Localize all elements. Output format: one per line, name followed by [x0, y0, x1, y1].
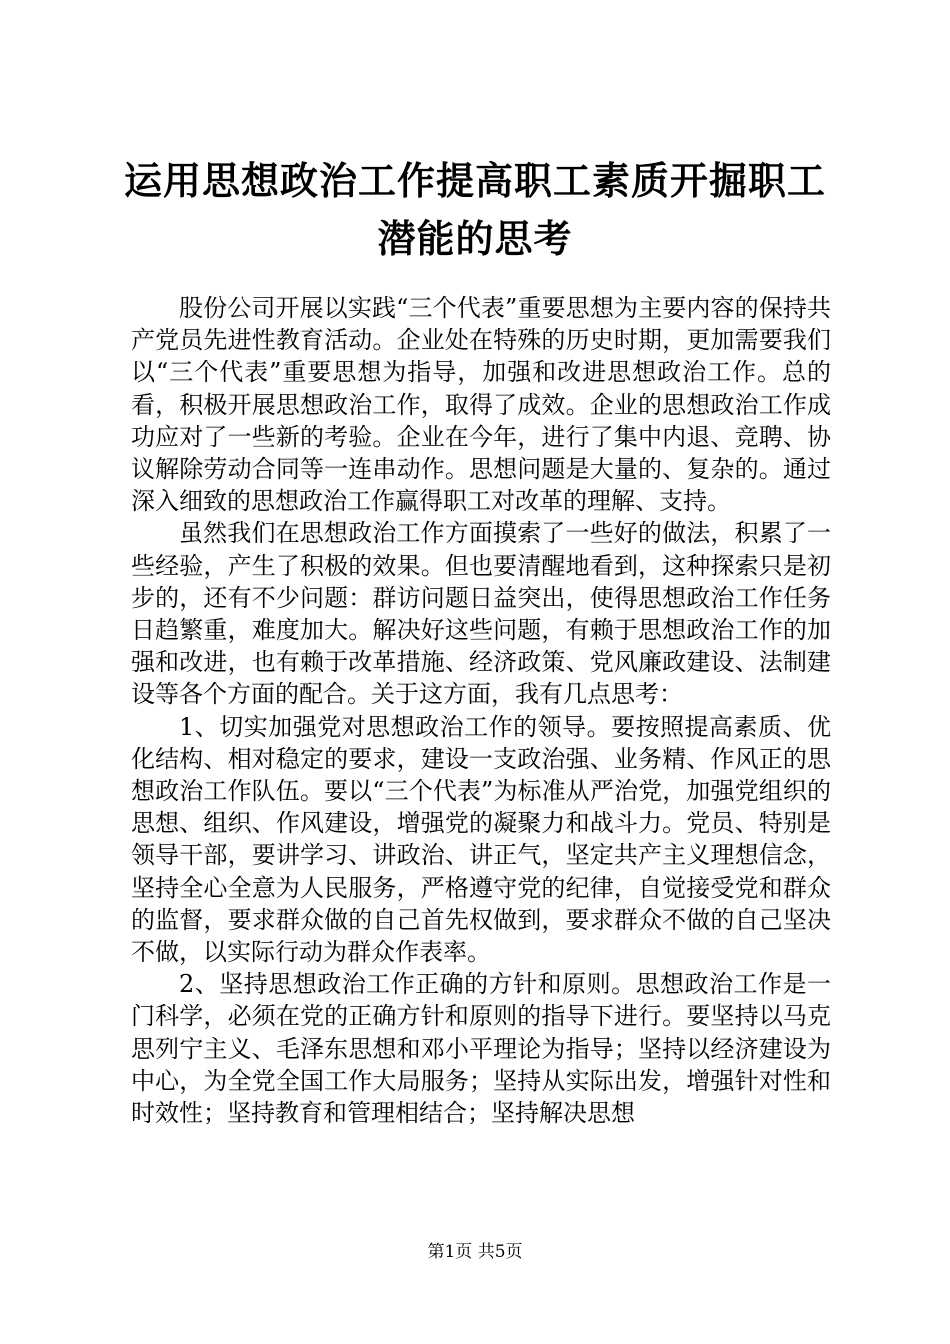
paragraph-4: 2、坚持思想政治工作正确的方针和原则。思想政治工作是一门科学，必须在党的正确方针和原则的指导下进行。要坚持以马克思列宁主义、毛泽东思想和邓小平理论为指导；坚持以经济建设为中心，为全党全国工作大局服务；坚持从实际出发，增强针对性和时效性；坚持教育和管理相结合；坚持解决思想 [131, 970, 831, 1128]
paragraph-2: 虽然我们在思想政治工作方面摸索了一些好的做法，积累了一些经验，产生了积极的效果。但也要清醒地看到，这种探索只是初步的，还有不少问题：群访问题日益突出，使得思想政治工作任务日趋繁重，难度加大。解决好这些问题，有赖于思想政治工作的加强和改进，也有赖于改革措施、经济政策、党风廉政建设、法制建设等各个方面的配合。关于这方面，我有几点思考： [131, 519, 831, 709]
document-body [131, 292, 831, 1129]
paragraph-3: 1、切实加强党对思想政治工作的领导。要按照提高素质、优化结构、相对稳定的要求，建设一支政治强、业务精、作风正的思想政治工作队伍。要以“三个代表”为标准从严治党，加强党组织的思想、组织、作风建设，增强党的凝聚力和战斗力。党员、特别是领导干部，要讲学习、讲政治、讲正气，坚定共产主义理想信念，坚持全心全意为人民服务，严格遵守党的纪律，自觉接受党和群众的监督，要求群众做的自己首先权做到，要求群众不做的自己坚决不做，以实际行动为群众作表率。 [131, 712, 831, 967]
paragraph-1: 股份公司开展以实践“三个代表”重要思想为主要内容的保持共产党员先进性教育活动。企业处在特殊的历史时期，更加需要我们以“三个代表”重要思想为指导，加强和改进思想政治工作。总的看，积极开展思想政治工作，取得了成效。企业的思想政治工作成功应对了一些新的考验。企业在今年，进行了集中内退、竞聘、协议解除劳动合同等一连串动作。思想问题是大量的、复杂的。通过深入细致的思想政治工作赢得职工对改革的理解、支持。 [131, 294, 831, 516]
document-title: 运用思想政治工作提高职工素质开掘职工潜能的思考 [123, 158, 826, 261]
page-number-footer: 第1页 共5页 [427, 1242, 523, 1262]
